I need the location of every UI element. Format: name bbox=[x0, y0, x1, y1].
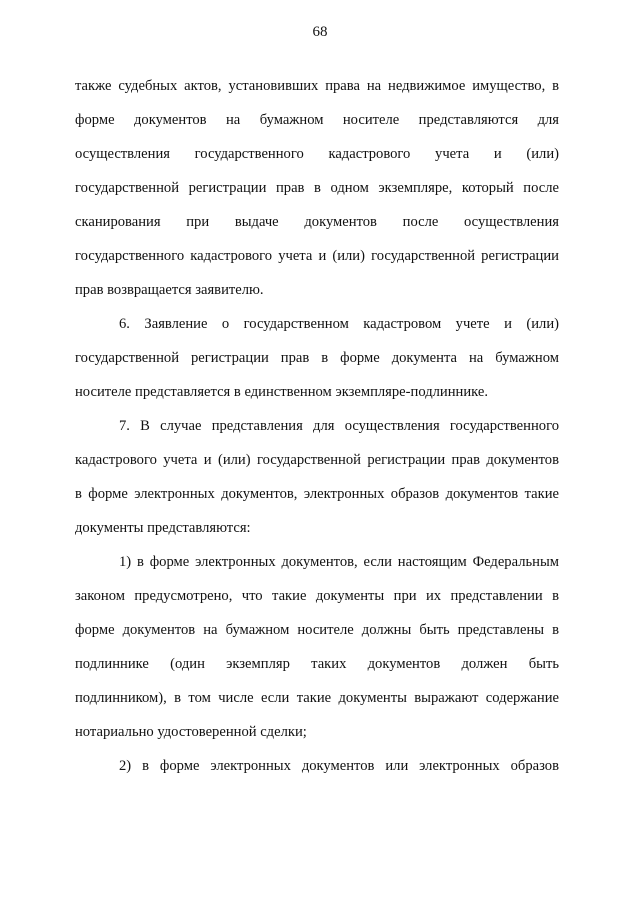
text-line: форме документов на бумажном носителе представляются для bbox=[75, 112, 559, 128]
text-line: документы представляются: bbox=[75, 520, 251, 536]
paragraph-6-start: 6. Заявление о государственном кадастровом учете и (или) bbox=[119, 316, 559, 332]
text-line: прав возвращается заявителю. bbox=[75, 282, 264, 298]
text-line: государственного кадастрового учета и (или) государственной регистрации bbox=[75, 248, 559, 264]
item-2-start: 2) в форме электронных документов или электронных образов bbox=[119, 758, 559, 774]
text-line: осуществления государственного кадастрового учета и (или) bbox=[75, 146, 559, 162]
page-number: 68 bbox=[312, 24, 328, 40]
text-line: форме документов на бумажном носителе должны быть представлены в bbox=[75, 622, 559, 638]
text-line: носителе представляется в единственном экземпляре-подлиннике. bbox=[75, 384, 489, 400]
text-line: государственной регистрации прав в форме документа на бумажном bbox=[75, 350, 559, 366]
text-line: кадастрового учета и (или) государственной регистрации прав документов bbox=[75, 452, 559, 468]
text-line: подлинником), в том числе если такие документы выражают содержание bbox=[75, 690, 559, 706]
text-line: подлиннике (один экземпляр таких документов должен быть bbox=[75, 656, 559, 672]
text-line: также судебных актов, установивших права на недвижимое имущество, в bbox=[75, 78, 559, 94]
text-line: законом предусмотрено, что такие документы при их представлении в bbox=[75, 588, 559, 604]
text-line: государственной регистрации прав в одном экземпляре, который после bbox=[75, 180, 559, 196]
text-line: в форме электронных документов, электронных образов документов такие bbox=[75, 486, 559, 502]
document-body bbox=[75, 69, 559, 783]
text-line: нотариально удостоверенной сделки; bbox=[75, 724, 307, 740]
text-line: сканирования при выдаче документов после осуществления bbox=[75, 214, 559, 230]
paragraph-7-start: 7. В случае представления для осуществления государственного bbox=[119, 418, 559, 434]
item-1-start: 1) в форме электронных документов, если настоящим Федеральным bbox=[119, 554, 559, 570]
